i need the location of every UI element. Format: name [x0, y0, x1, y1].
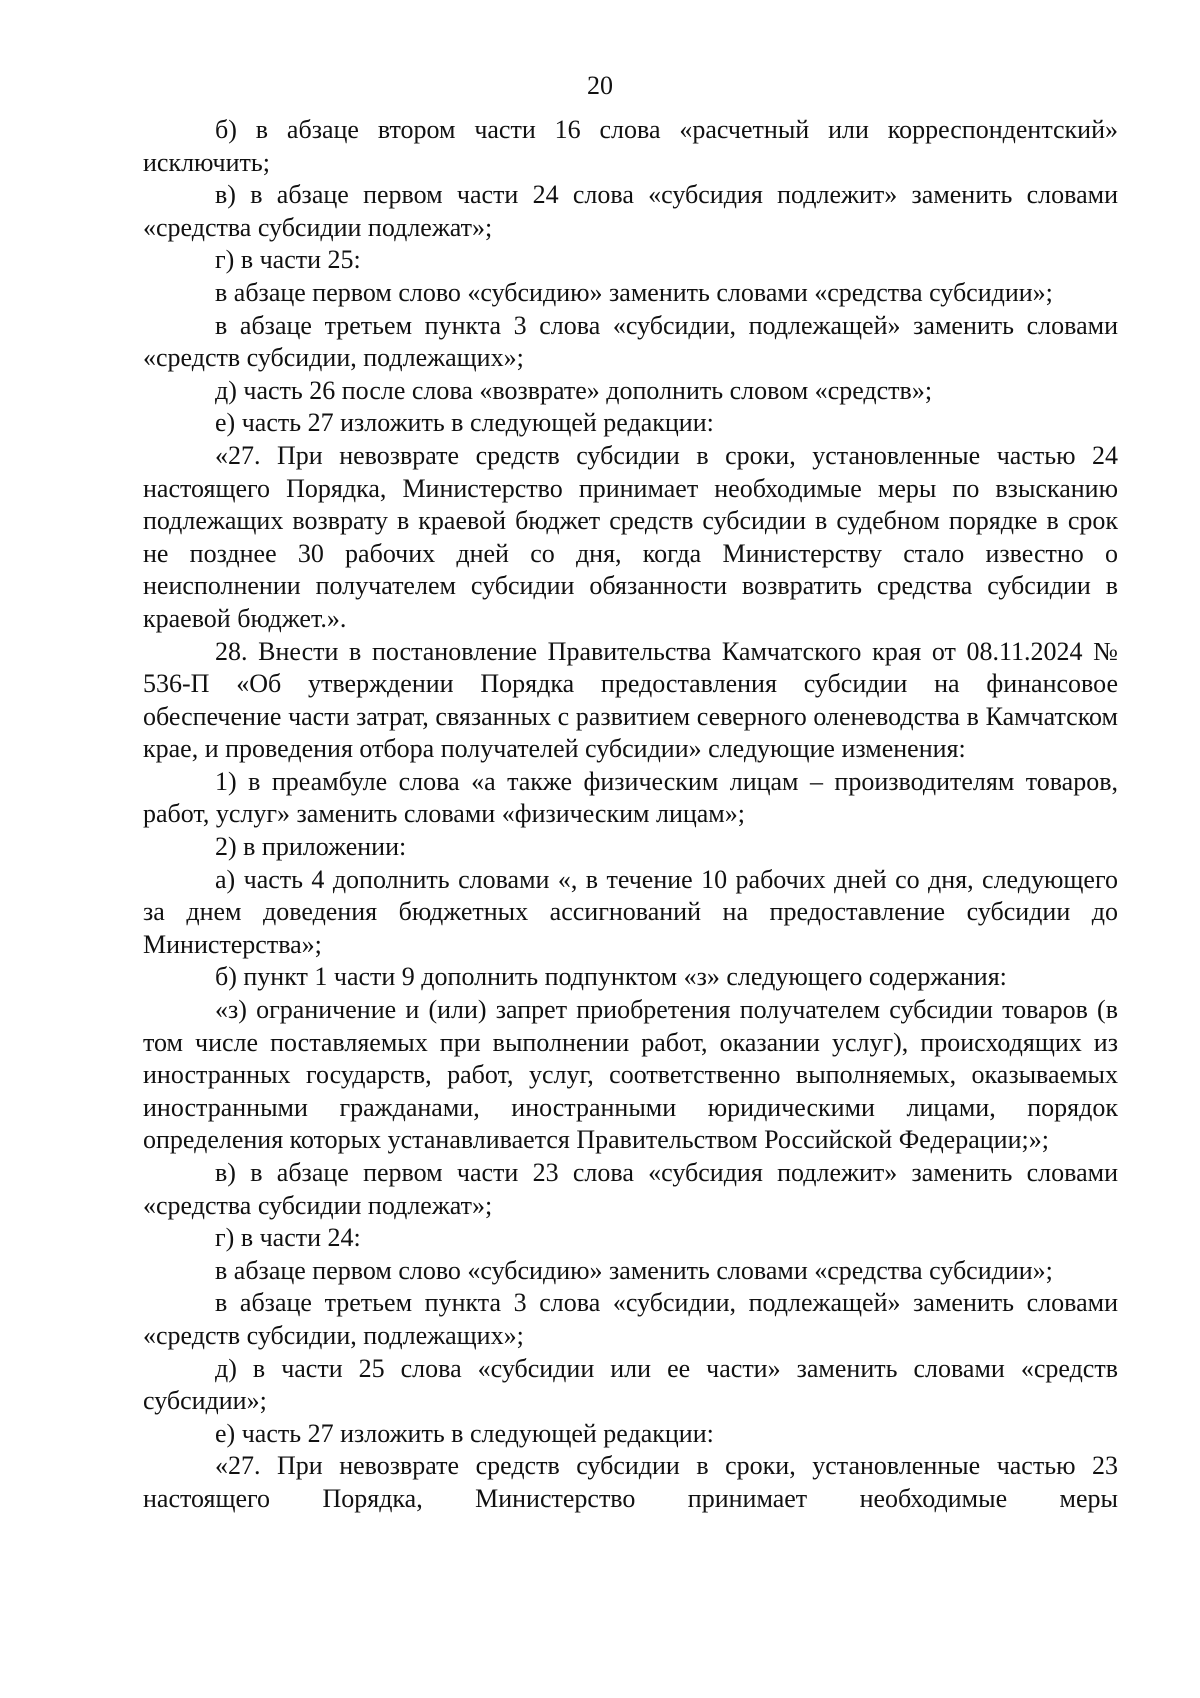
- paragraph: 28. Внести в постановление Правительства Камчатского края от 08.11.2024 № 536-П «Об утверждении Порядка предоставления субсидии на финансовое обеспечение части затрат, связанных с развитием северного оленеводства в Камчатском крае, и проведения отбора получателей субсидии» следующие изменения:: [143, 636, 1118, 764]
- paragraph: е) часть 27 изложить в следующей редакции:: [215, 408, 714, 438]
- paragraph: а) часть 4 дополнить словами «, в течение 10 рабочих дней со дня, следующего за днем доведения бюджетных ассигнований на предоставление субсидии до Министерства»;: [143, 864, 1118, 959]
- paragraph: в абзаце первом слово «субсидию» заменить словами «средства субсидии»;: [215, 1255, 1053, 1285]
- paragraph: г) в части 24:: [215, 1223, 361, 1253]
- paragraph: в абзаце третьем пункта 3 слова «субсидии, подлежащей» заменить словами «средств субсидии, подлежащих»;: [143, 1288, 1118, 1350]
- paragraph: «27. При невозврате средств субсидии в сроки, установленные частью 24 настоящего Порядка, Министерство принимает необходимые меры по взысканию подлежащих возврату в краевой бюджет средств субсидии в судебном порядке в срок не позднее 30 рабочих дней со дня, когда Министерству стало известно о неисполнении получателем субсидии обязанности возвратить средства субсидии в краевой бюджет.».: [143, 440, 1118, 633]
- paragraph: 1) в преамбуле слова «а также физическим лицам – производителям товаров, работ, услуг» заменить словами «физическим лицам»;: [143, 766, 1118, 829]
- paragraph: 2) в приложении:: [215, 832, 407, 862]
- paragraph: в) в абзаце первом части 23 слова «субсидия подлежит» заменить словами «средства субсидии подлежат»;: [143, 1158, 1118, 1220]
- page-number: 20: [587, 71, 613, 100]
- paragraph: в) в абзаце первом части 24 слова «субсидия подлежит» заменить словами «средства субсидии подлежат»;: [143, 180, 1118, 242]
- paragraph: «з) ограничение и (или) запрет приобретения получателем субсидии товаров (в том числе поставляемых при выполнении работ, оказании услуг), происходящих из иностранных государств, работ, услуг, соответственно выполняемых, оказываемых иностранными гражданами, иностранными юридическими лицами, порядок определения которых устанавливается Правительством Российской Федерации;»;: [143, 995, 1118, 1155]
- paragraph: «27. При невозврате средств субсидии в сроки, установленные частью 23 настоящего Порядка, Министерство принимает необходимые меры: [143, 1451, 1118, 1513]
- document-body: [143, 114, 1118, 1516]
- paragraph: б) пункт 1 части 9 дополнить подпунктом «з» следующего содержания:: [215, 962, 1007, 992]
- paragraph: д) в части 25 слова «субсидии или ее части» заменить словами «средств субсидии»;: [143, 1353, 1118, 1416]
- paragraph: в абзаце первом слово «субсидию» заменить словами «средства субсидии»;: [215, 277, 1053, 307]
- paragraph: д) часть 26 после слова «возврате» дополнить словом «средств»;: [215, 375, 933, 405]
- paragraph: в абзаце третьем пункта 3 слова «субсидии, подлежащей» заменить словами «средств субсидии, подлежащих»;: [143, 310, 1118, 373]
- paragraph: е) часть 27 изложить в следующей редакции:: [215, 1418, 714, 1448]
- paragraph: г) в части 25:: [215, 245, 361, 275]
- paragraph: б) в абзаце втором части 16 слова «расчетный или корреспондентский» исключить;: [143, 115, 1118, 177]
